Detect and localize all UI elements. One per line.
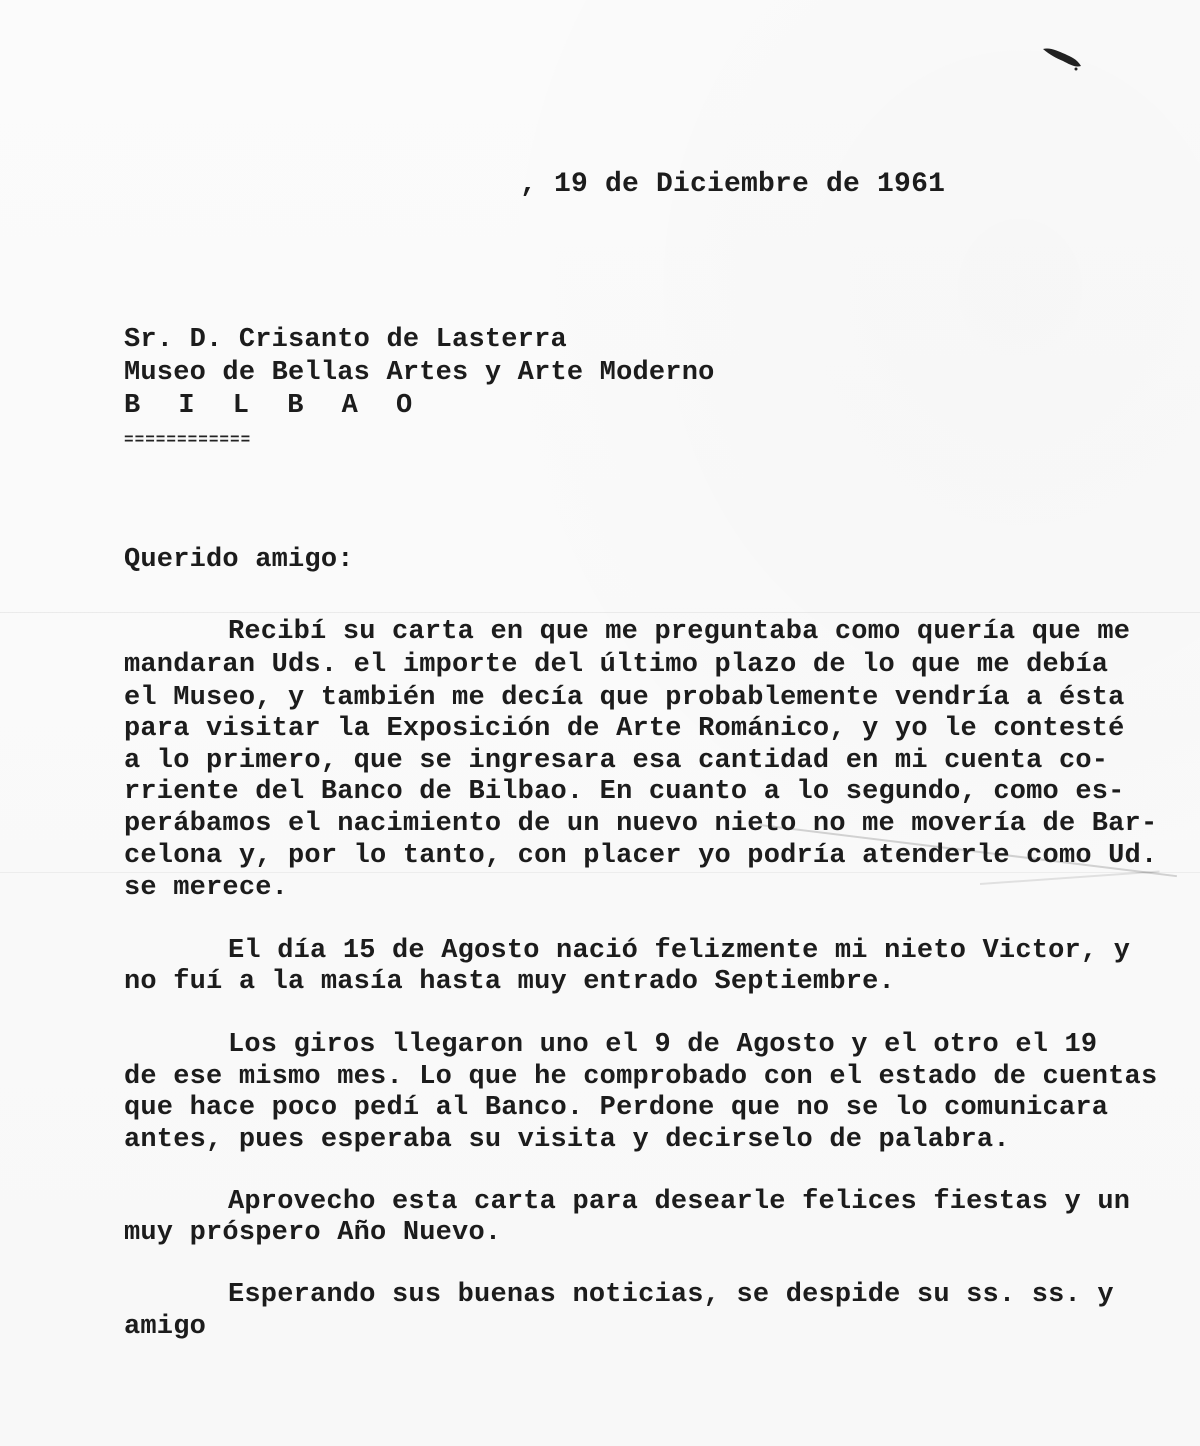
- body-line: se merece.: [124, 873, 289, 903]
- body-line: antes, pues esperaba su visita y decirselo de palabra.: [124, 1125, 1010, 1155]
- body-line: Recibí su carta en que me preguntaba como quería que me: [228, 617, 1131, 647]
- address-underline: ============: [124, 431, 252, 449]
- body-line: celona y, por lo tanto, con placer yo podría atenderle como Ud.: [124, 841, 1158, 871]
- body-line: El día 15 de Agosto nació felizmente mi nieto Victor, y: [228, 936, 1131, 966]
- salutation: Querido amigo:: [124, 545, 354, 575]
- body-line: que hace poco pedí al Banco. Perdone que no se lo comunicara: [124, 1093, 1109, 1123]
- body-line: amigo: [124, 1312, 207, 1342]
- paper-fold: [0, 612, 1200, 613]
- body-line: Los giros llegaron uno el 9 de Agosto y el otro el 19: [228, 1030, 1098, 1060]
- body-line: muy próspero Año Nuevo.: [124, 1218, 502, 1248]
- body-line: de ese mismo mes. Lo que he comprobado con el estado de cuentas: [124, 1062, 1158, 1092]
- body-line: a lo primero, que se ingresara esa cantidad en mi cuenta co-: [124, 746, 1109, 776]
- body-line: para visitar la Exposición de Arte Románico, y yo le contesté: [124, 714, 1125, 744]
- body-line: perábamos el nacimiento de un nuevo nieto no me movería de Bar-: [124, 809, 1158, 839]
- letter-date: , 19 de Diciembre de 1961: [520, 169, 946, 200]
- recipient-city: B I L B A O: [124, 391, 424, 421]
- recipient-institution: Museo de Bellas Artes y Arte Moderno: [124, 358, 715, 388]
- body-line: no fuí a la masía hasta muy entrado Septiembre.: [124, 967, 895, 997]
- body-line: rriente del Banco de Bilbao. En cuanto a lo segundo, como es-: [124, 777, 1125, 807]
- ink-spot-icon: [1040, 45, 1084, 71]
- body-line: Esperando sus buenas noticias, se despide su ss. ss. y: [228, 1280, 1114, 1310]
- body-line: mandaran Uds. el importe del último plazo de lo que me debía: [124, 650, 1109, 680]
- body-line: Aprovecho esta carta para desearle felices fiestas y un: [228, 1187, 1131, 1217]
- body-line: el Museo, y también me decía que probablemente vendría a ésta: [124, 683, 1125, 713]
- recipient-name: Sr. D. Crisanto de Lasterra: [124, 325, 567, 355]
